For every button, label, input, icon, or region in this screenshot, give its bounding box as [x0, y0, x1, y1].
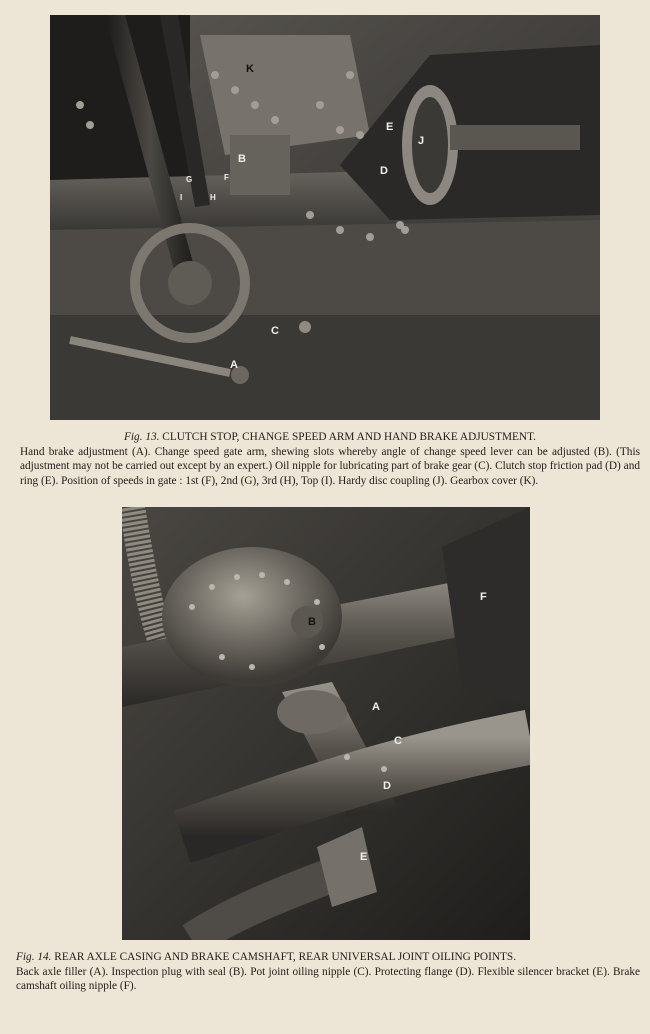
fig14-label-C: C — [394, 735, 402, 747]
figure-13-photo — [50, 15, 600, 420]
fig14-label-E: E — [360, 851, 368, 863]
fig14-label-A: A — [372, 701, 380, 713]
figure-14-number: Fig. 14. — [16, 951, 52, 963]
fig14-label-B: B — [308, 616, 316, 628]
fig14-label-D: D — [383, 780, 391, 792]
figure-14-caption — [16, 950, 640, 994]
fig13-label-F: F — [224, 173, 229, 182]
fig13-label-H: H — [210, 193, 216, 202]
fig13-label-J: J — [418, 135, 425, 147]
fig13-label-K: K — [246, 63, 254, 75]
fig13-label-G: G — [186, 175, 193, 184]
figure-13-body: Hand brake adjustment (A). Change speed gate arm, shewing slots whereby angle of change speed lever can be adjusted (B). (This adjustment may not be carried out except by an expert.) Oil nipple for lubricating part of brake gear (C). Clutch stop friction pad (D) and ring (E). Position of speeds in gate : 1st (F), 2nd (G), 3rd (H), Top (I). Hardy disc coupling (J). Gearbox cover (K). — [20, 445, 640, 487]
figure-14-photo — [122, 507, 530, 940]
fig14-label-F: F — [480, 591, 487, 603]
fig13-label-D: D — [380, 165, 388, 177]
figure-13-heading — [20, 430, 640, 445]
fig13-label-B: B — [238, 153, 246, 165]
fig13-label-I: I — [180, 193, 183, 202]
fig13-label-A: A — [230, 359, 238, 371]
figure-14-title: REAR AXLE CASING AND BRAKE CAMSHAFT, REAR UNIVERSAL JOINT OILING POINTS. — [54, 951, 517, 963]
rear-axle-illustration — [122, 507, 530, 940]
fig13-label-C: C — [271, 325, 279, 337]
figure-14-heading — [16, 950, 640, 965]
figure-13-title: CLUTCH STOP, CHANGE SPEED ARM AND HAND BRAKE ADJUSTMENT. — [162, 431, 536, 443]
figure-13-caption — [20, 430, 640, 488]
fig13-label-E: E — [386, 121, 394, 133]
gearbox-illustration — [50, 15, 600, 420]
figure-14-body: Back axle filler (A). Inspection plug with seal (B). Pot joint oiling nipple (C). Protecting flange (D). Flexible silencer bracket (E). Brake camshaft oiling nipple (F). — [16, 965, 640, 992]
figure-13-number: Fig. 13. — [124, 431, 160, 443]
